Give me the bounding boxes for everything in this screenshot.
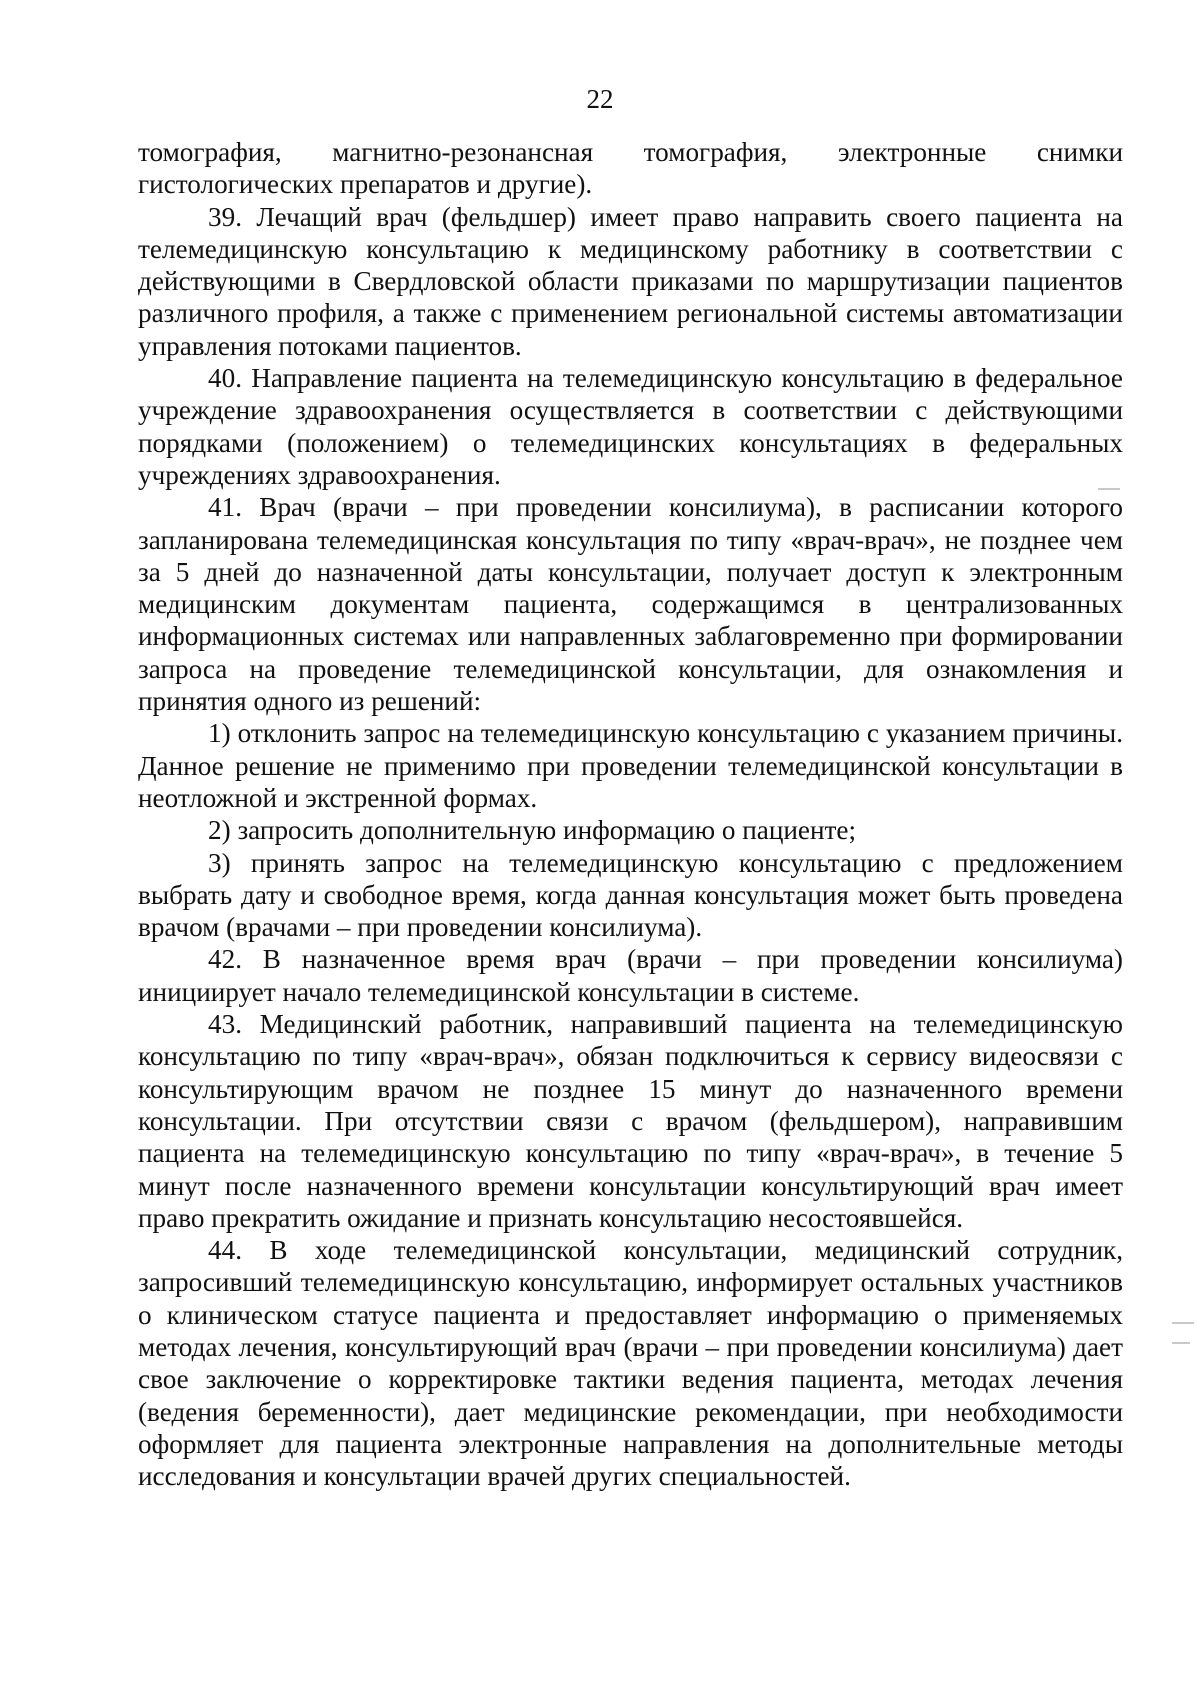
- paragraph-42: 42. В назначенное время врач (врачи – при проведении консилиума) инициирует начало телемедицинской консультации в системе.: [138, 944, 1123, 1007]
- document-body: [138, 136, 1123, 1492]
- paragraph-41: 41. Врач (врачи – при проведении консилиума), в расписании которого запланирована телемедицинская консультация по типу «врач-врач», не позднее чем за 5 дней до назначенной даты консультации, получает доступ к электронным медицинским документам пациента, содержащимся в централизованных информационных системах или направленных заблаговременно при формировании запроса на проведение телемедицинской консультации, для ознакомления и принятия одного из решений:: [138, 492, 1123, 717]
- scan-artifact-mark: [1098, 488, 1120, 490]
- list-item-2: 2) запросить дополнительную информацию о пациенте;: [208, 815, 857, 846]
- paragraph-44: 44. В ходе телемедицинской консультации, медицинский сотрудник, запросивший телемедицинскую консультацию, информирует остальных участников о клиническом статусе пациента и предоставляет информацию о применяемых методах лечения, консультирующий врач (врачи – при проведении консилиума) дает свое заключение о корректировке тактики ведения пациента, методах лечения (ведения беременности), дает медицинские рекомендации, при необходимости оформляет для пациента электронные направления на дополнительные методы исследования и консультации врачей других специальностей.: [138, 1235, 1123, 1492]
- paragraph-43: 43. Медицинский работник, направивший пациента на телемедицинскую консультацию по типу «врач-врач», обязан подключиться к сервису видеосвязи с консультирующим врачом не позднее 15 минут до назначенного времени консультации. При отсутствии связи с врачом (фельдшером), направившим пациента на телемедицинскую консультацию по типу «врач-врач», в течение 5 минут после назначенного времени консультации консультирующий врач имеет право прекратить ожидание и признать консультацию несостоявшейся.: [138, 1009, 1123, 1233]
- paragraph-continuation: томография, магнитно-резонансная томография, электронные снимки гистологических препаратов и другие).: [138, 137, 1123, 200]
- paragraph-39: 39. Лечащий врач (фельдшер) имеет право направить своего пациента на телемедицинскую консультацию к медицинскому работнику в соответствии с действующими в Свердловской области приказами по маршрутизации пациентов различного профиля, а также с применением региональной системы автоматизации управления потоками пациентов.: [138, 201, 1123, 361]
- list-item-3: 3) принять запрос на телемедицинскую консультацию с предложением выбрать дату и свободное время, когда данная консультация может быть проведена врачом (врачами – при проведении консилиума).: [138, 847, 1123, 943]
- paragraph-40: 40. Направление пациента на телемедицинскую консультацию в федеральное учреждение здравоохранения осуществляется в соответствии с действующими порядками (положением) о телемедицинских консультациях в федеральных учреждениях здравоохранения.: [138, 363, 1123, 490]
- scan-artifact-mark: [1172, 1322, 1194, 1324]
- scan-artifact-mark: [1172, 1342, 1190, 1344]
- page-number: 22: [586, 84, 614, 114]
- list-item-1: 1) отклонить запрос на телемедицинскую консультацию с указанием причины. Данное решение не применимо при проведении телемедицинской консультации в неотложной и экстренной формах.: [138, 718, 1123, 813]
